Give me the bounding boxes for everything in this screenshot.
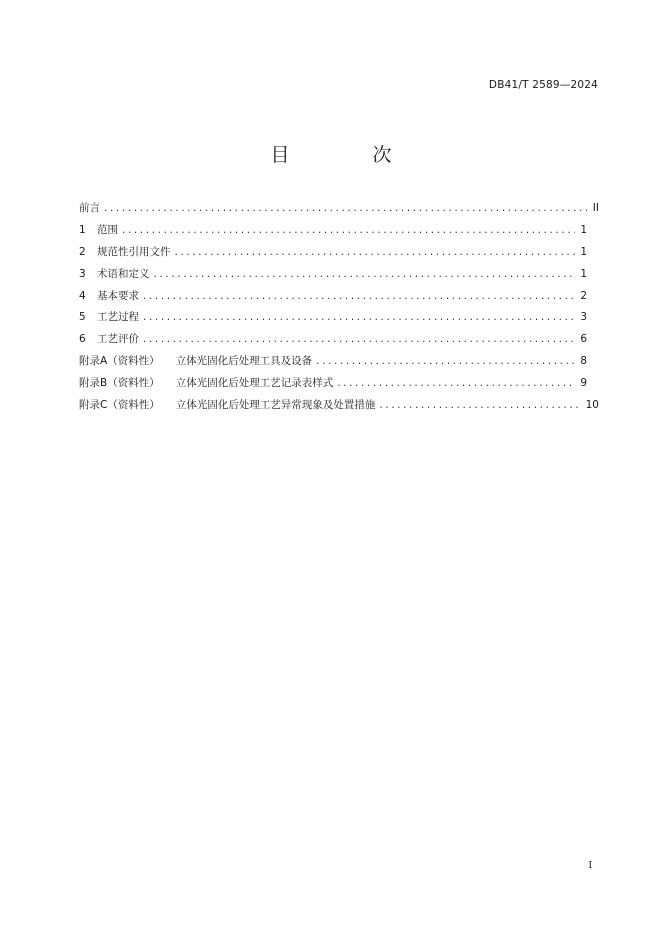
- toc-entry-appendix-b[interactable]: [79, 375, 599, 397]
- standard-code: DB41/T 2589—2024: [488, 79, 598, 91]
- toc-leader-dots: [154, 268, 576, 280]
- toc-entry-foreword[interactable]: [79, 200, 599, 222]
- toc-entry-text: 立体光固化后处理工艺异常现象及处置措施: [175, 399, 376, 412]
- page-title: 目 次: [270, 144, 424, 166]
- toc-entry-text: 前言: [79, 202, 100, 214]
- toc-entry-2[interactable]: [79, 244, 599, 266]
- toc-entry-number: 5: [79, 311, 86, 324]
- table-of-contents: [79, 200, 599, 419]
- toc-leader-dots: [175, 246, 576, 258]
- toc-entry-text: 基本要求: [97, 289, 139, 302]
- toc-entry-page: 1: [580, 223, 587, 236]
- toc-entry-page: 8: [580, 355, 587, 368]
- toc-entry-page: 9: [580, 377, 587, 390]
- toc-appendix-prefix: 附录A（资料性）: [79, 355, 160, 368]
- toc-entry-number: 3: [79, 267, 86, 280]
- toc-entry-3[interactable]: [79, 266, 599, 288]
- toc-entry-page: 3: [580, 311, 587, 324]
- toc-entry-page: 1: [580, 245, 587, 258]
- toc-entry-page: 2: [580, 289, 587, 302]
- toc-entry-appendix-a[interactable]: [79, 353, 599, 375]
- toc-entry-text: 工艺评价: [97, 333, 139, 346]
- toc-leader-dots: [143, 333, 575, 345]
- toc-entry-number: 2: [79, 245, 86, 258]
- toc-appendix-prefix: 附录B（资料性）: [79, 377, 160, 390]
- toc-leader-dots: [104, 202, 587, 214]
- toc-appendix-prefix: 附录C（资料性）: [79, 399, 160, 412]
- toc-entry-text: 规范性引用文件: [97, 245, 171, 258]
- page-number: I: [588, 861, 592, 871]
- toc-entry-1[interactable]: [79, 222, 599, 244]
- toc-leader-dots: [143, 290, 575, 302]
- toc-leader-dots: [379, 399, 581, 411]
- toc-leader-dots: [316, 355, 575, 367]
- toc-entry-number: 4: [79, 289, 86, 302]
- toc-entry-page: 10: [585, 399, 599, 412]
- toc-entry-text: 工艺过程: [97, 311, 139, 324]
- toc-entry-5[interactable]: [79, 309, 599, 331]
- toc-entry-6[interactable]: [79, 331, 599, 353]
- toc-entry-text: 范围: [97, 223, 118, 236]
- toc-leader-dots: [143, 311, 575, 323]
- toc-entry-4[interactable]: [79, 288, 599, 310]
- toc-leader-dots: [337, 377, 575, 389]
- toc-entry-text: 立体光固化后处理工艺记录表样式: [175, 377, 334, 390]
- toc-entry-page: 6: [580, 333, 587, 346]
- toc-entry-number: 1: [79, 223, 86, 236]
- toc-entry-text: 立体光固化后处理工具及设备: [175, 355, 313, 368]
- toc-entry-appendix-c[interactable]: [79, 397, 599, 419]
- toc-entry-page: II: [592, 202, 599, 214]
- toc-leader-dots: [122, 224, 575, 236]
- toc-entry-page: 1: [580, 267, 587, 280]
- toc-entry-text: 术语和定义: [97, 267, 150, 280]
- toc-entry-number: 6: [79, 333, 86, 346]
